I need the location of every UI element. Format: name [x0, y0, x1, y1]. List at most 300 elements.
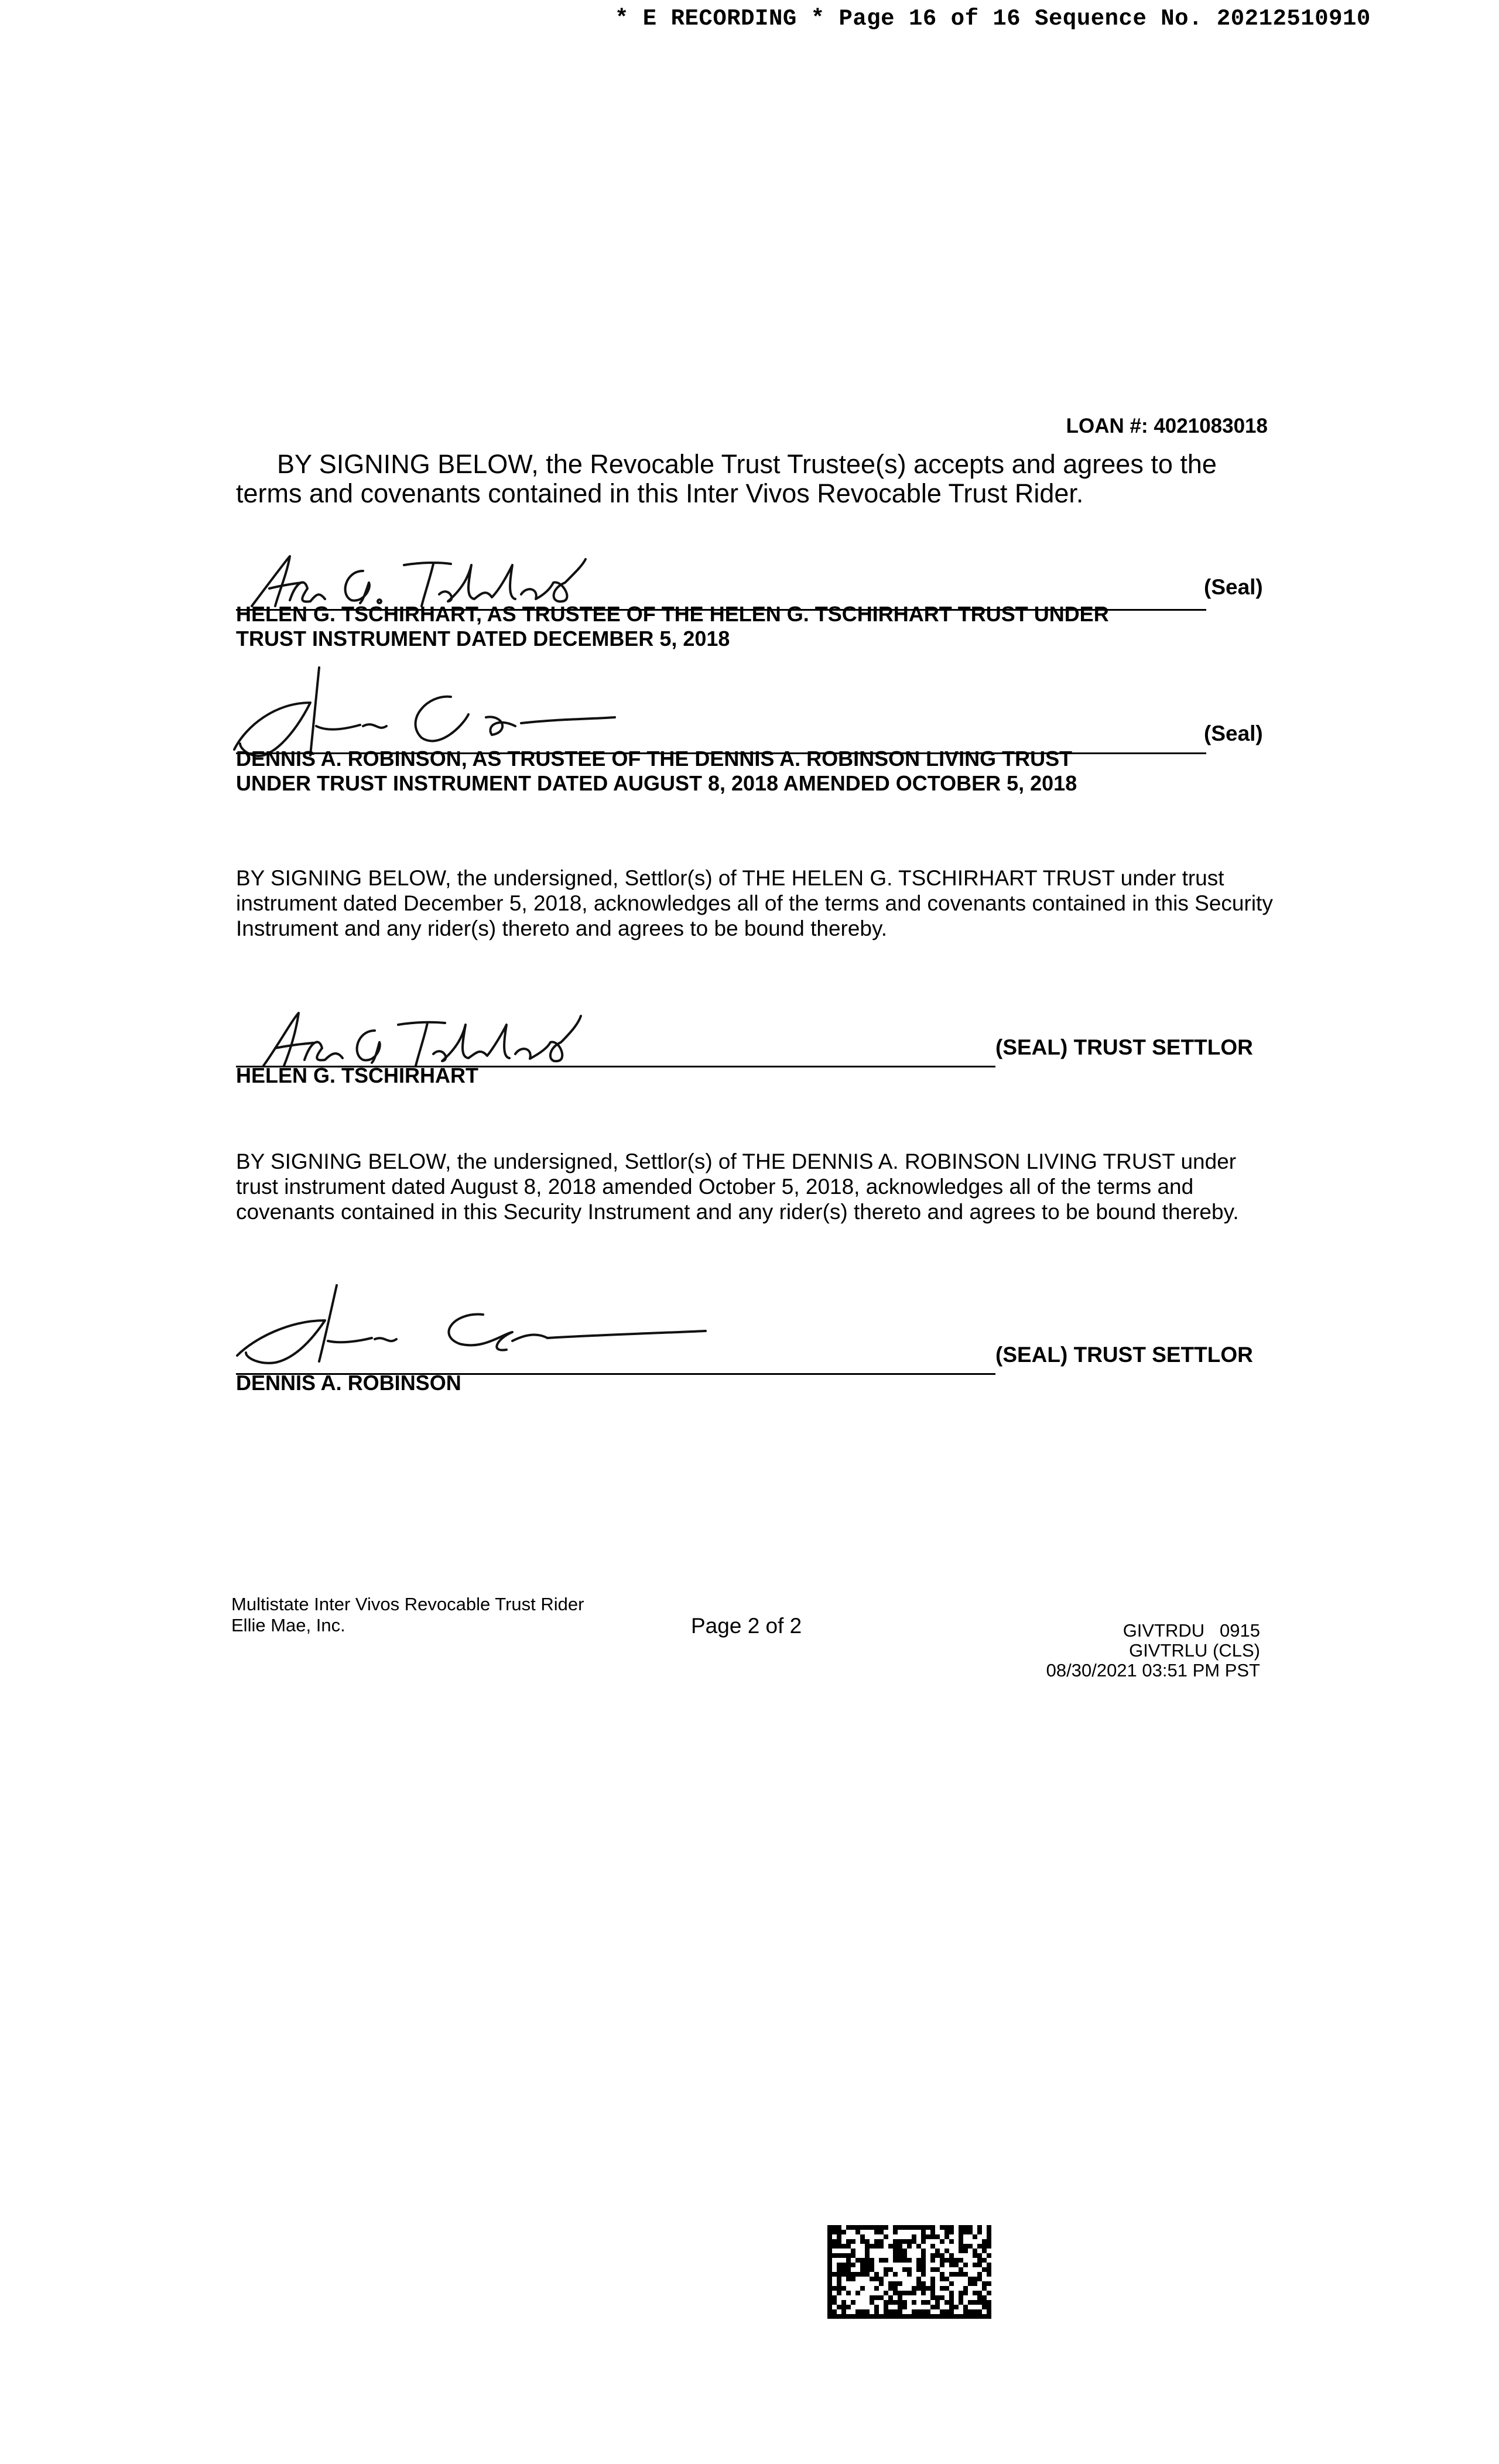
barcode-module: [893, 2309, 898, 2314]
barcode-module: [977, 2244, 982, 2249]
barcode-module: [827, 2263, 832, 2267]
barcode-module: [855, 2230, 860, 2234]
barcode-module: [874, 2286, 879, 2291]
barcode-module: [907, 2267, 912, 2272]
barcode-module: [907, 2272, 912, 2277]
barcode-module: [870, 2263, 874, 2267]
barcode-module: [846, 2314, 851, 2319]
barcode-module: [888, 2295, 893, 2300]
barcode-module: [860, 2267, 865, 2272]
barcode-module: [907, 2244, 912, 2249]
barcode-module: [944, 2309, 949, 2314]
barcode-module: [940, 2286, 944, 2291]
barcode-module: [846, 2244, 851, 2249]
barcode-module: [846, 2267, 851, 2272]
barcode-module: [977, 2291, 982, 2295]
barcode-module: [870, 2277, 874, 2281]
settlor-name-helen: HELEN G. TSCHIRHART: [236, 1063, 478, 1087]
barcode-module: [982, 2295, 987, 2300]
barcode-module: [841, 2305, 846, 2309]
barcode-module: [879, 2295, 884, 2300]
barcode-module: [837, 2234, 841, 2239]
barcode-image: [827, 2225, 991, 2319]
barcode-module: [949, 2281, 954, 2286]
barcode-module: [898, 2314, 902, 2319]
barcode-module: [968, 2300, 973, 2305]
barcode-module: [907, 2291, 912, 2295]
barcode-module: [874, 2244, 879, 2249]
barcode-module: [963, 2244, 968, 2249]
barcode-module: [944, 2230, 949, 2234]
barcode-module: [977, 2295, 982, 2300]
barcode-module: [851, 2314, 855, 2319]
barcode-module: [865, 2314, 870, 2319]
barcode-module: [898, 2305, 902, 2309]
barcode-module: [879, 2277, 884, 2281]
barcode-module: [973, 2300, 977, 2305]
barcode-module: [982, 2305, 987, 2309]
barcode-module: [987, 2281, 991, 2286]
barcode-module: [935, 2253, 940, 2258]
barcode-module: [959, 2258, 963, 2263]
barcode-module: [921, 2234, 926, 2239]
barcode-module: [898, 2309, 902, 2314]
barcode-module: [930, 2234, 935, 2239]
barcode-module: [907, 2239, 912, 2244]
barcode-module: [893, 2291, 898, 2295]
barcode-module: [916, 2286, 921, 2291]
barcode-module: [902, 2253, 907, 2258]
settlor-seal-label: (SEAL) TRUST SETTLOR: [995, 1343, 1253, 1367]
barcode-module: [977, 2314, 982, 2319]
barcode-module: [827, 2234, 832, 2239]
barcode-module: [930, 2277, 935, 2281]
trustee-name-line: HELEN G. TSCHIRHART, AS TRUSTEE OF THE HELEN G. TSCHIRHART TRUST UNDER: [236, 602, 1109, 626]
barcode-module: [827, 2253, 832, 2258]
barcode-module: [921, 2253, 926, 2258]
barcode-module: [930, 2244, 935, 2249]
barcode-module: [855, 2314, 860, 2319]
barcode-module: [973, 2314, 977, 2319]
barcode-module: [888, 2267, 893, 2272]
barcode-module: [935, 2234, 940, 2239]
barcode-module: [855, 2258, 860, 2263]
barcode-module: [968, 2309, 973, 2314]
barcode-module: [884, 2234, 888, 2239]
barcode-module: [898, 2249, 902, 2253]
barcode-module: [921, 2286, 926, 2291]
barcode-module: [884, 2258, 888, 2263]
barcode-module: [930, 2267, 935, 2272]
barcode-module: [832, 2239, 837, 2244]
barcode-module: [973, 2277, 977, 2281]
barcode-module: [921, 2309, 926, 2314]
barcode-module: [832, 2314, 837, 2319]
barcode-module: [827, 2295, 832, 2300]
barcode-module: [916, 2263, 921, 2267]
barcode-module: [865, 2309, 870, 2314]
barcode-module: [865, 2267, 870, 2272]
barcode-module: [987, 2309, 991, 2314]
footer-left: [231, 1594, 584, 1636]
barcode-module: [977, 2225, 982, 2230]
barcode-module: [884, 2225, 888, 2230]
barcode-module: [954, 2258, 959, 2263]
barcode-module: [916, 2281, 921, 2286]
barcode-module: [893, 2253, 898, 2258]
barcode-module: [893, 2300, 898, 2305]
barcode-module: [879, 2258, 884, 2263]
barcode-module: [841, 2314, 846, 2319]
barcode-module: [916, 2244, 921, 2249]
barcode-module: [865, 2244, 870, 2249]
barcode-module: [879, 2281, 884, 2286]
barcode-module: [898, 2239, 902, 2244]
barcode-module: [884, 2300, 888, 2305]
barcode-module: [940, 2258, 944, 2263]
barcode-module: [827, 2244, 832, 2249]
barcode-module: [982, 2239, 987, 2244]
barcode-module: [977, 2277, 982, 2281]
trustee-name-line: TRUST INSTRUMENT DATED DECEMBER 5, 2018: [236, 627, 730, 651]
barcode-module: [930, 2258, 935, 2263]
barcode-module: [893, 2249, 898, 2253]
barcode-module: [874, 2230, 879, 2234]
barcode-module: [888, 2309, 893, 2314]
barcode-module: [855, 2291, 860, 2295]
barcode-module: [921, 2239, 926, 2244]
barcode-module: [837, 2277, 841, 2281]
barcode-module: [832, 2230, 837, 2234]
barcode-module: [987, 2253, 991, 2258]
barcode-module: [944, 2249, 949, 2253]
barcode-module: [977, 2230, 982, 2234]
barcode-module: [968, 2281, 973, 2286]
barcode-module: [987, 2244, 991, 2249]
form-title: Multistate Inter Vivos Revocable Trust Rider: [231, 1594, 584, 1614]
barcode-module: [930, 2230, 935, 2234]
barcode-module: [846, 2258, 851, 2263]
barcode-module: [921, 2230, 926, 2234]
barcode-module: [973, 2291, 977, 2295]
barcode-module: [879, 2225, 884, 2230]
barcode-module: [921, 2314, 926, 2319]
barcode-module: [959, 2314, 963, 2319]
barcode-module: [865, 2258, 870, 2263]
barcode-module: [907, 2258, 912, 2263]
barcode-module: [832, 2309, 837, 2314]
barcode-module: [949, 2291, 954, 2295]
barcode-module: [940, 2277, 944, 2281]
barcode-module: [982, 2258, 987, 2263]
barcode-module: [930, 2314, 935, 2319]
barcode-module: [930, 2253, 935, 2258]
barcode-module: [846, 2277, 851, 2281]
barcode-module: [827, 2225, 832, 2230]
barcode-module: [902, 2249, 907, 2253]
settlor-signature-dennis: [231, 1279, 711, 1367]
barcode-module: [921, 2291, 926, 2295]
barcode-module: [902, 2258, 907, 2263]
trustee-intro-paragraph: [236, 450, 1278, 508]
barcode-module: [926, 2309, 930, 2314]
barcode-module: [865, 2272, 870, 2277]
barcode-module: [870, 2295, 874, 2300]
barcode-module: [987, 2234, 991, 2239]
barcode-module: [898, 2253, 902, 2258]
barcode-module: [944, 2234, 949, 2239]
barcode-module: [912, 2314, 916, 2319]
barcode-module: [841, 2272, 846, 2277]
barcode-module: [832, 2300, 837, 2305]
barcode-module: [827, 2258, 832, 2263]
barcode-module: [870, 2300, 874, 2305]
barcode-module: [837, 2267, 841, 2272]
barcode-module: [832, 2225, 837, 2230]
barcode-module: [935, 2314, 940, 2319]
barcode-module: [949, 2272, 954, 2277]
barcode-module: [935, 2249, 940, 2253]
barcode-module: [916, 2277, 921, 2281]
barcode-module: [987, 2267, 991, 2272]
barcode-module: [907, 2314, 912, 2319]
barcode-module: [832, 2244, 837, 2249]
barcode-module: [851, 2263, 855, 2267]
barcode-module: [963, 2225, 968, 2230]
barcode-module: [921, 2225, 926, 2230]
barcode-module: [884, 2267, 888, 2272]
barcode-module: [851, 2249, 855, 2253]
barcode-module: [987, 2291, 991, 2295]
barcode-module: [921, 2263, 926, 2267]
barcode-module: [827, 2281, 832, 2286]
barcode-module: [959, 2300, 963, 2305]
barcode-module: [987, 2230, 991, 2234]
barcode-module: [944, 2314, 949, 2319]
barcode-module: [860, 2309, 865, 2314]
barcode-module: [921, 2258, 926, 2263]
barcode-module: [902, 2314, 907, 2319]
barcode-module: [959, 2272, 963, 2277]
barcode-module: [940, 2225, 944, 2230]
barcode-module: [898, 2281, 902, 2286]
barcode-module: [926, 2286, 930, 2291]
barcode-module: [930, 2286, 935, 2291]
barcode-module: [949, 2305, 954, 2309]
barcode-module: [879, 2239, 884, 2244]
barcode-module: [982, 2267, 987, 2272]
barcode-module: [870, 2314, 874, 2319]
barcode-module: [973, 2281, 977, 2286]
barcode-module: [921, 2272, 926, 2277]
loan-number: LOAN #: 4021083018: [1066, 415, 1268, 437]
barcode-module: [912, 2225, 916, 2230]
barcode-module: [954, 2314, 959, 2319]
barcode-module: [940, 2239, 944, 2244]
barcode-module: [968, 2244, 973, 2249]
barcode-module: [926, 2314, 930, 2319]
barcode-module: [841, 2263, 846, 2267]
barcode-module: [855, 2225, 860, 2230]
barcode-module: [888, 2300, 893, 2305]
barcode-module: [930, 2291, 935, 2295]
barcode-module: [846, 2272, 851, 2277]
barcode-module: [851, 2239, 855, 2244]
barcode-module: [855, 2309, 860, 2314]
barcode-module: [841, 2267, 846, 2272]
barcode-module: [879, 2230, 884, 2234]
recording-header: * E RECORDING * Page 16 of 16 Sequence No. 20212510910: [615, 6, 1371, 32]
barcode-module: [944, 2300, 949, 2305]
barcode-module: [902, 2239, 907, 2244]
barcode-module: [949, 2314, 954, 2319]
barcode-module: [837, 2286, 841, 2291]
barcode-module: [982, 2286, 987, 2291]
barcode-module: [959, 2295, 963, 2300]
barcode-module: [940, 2314, 944, 2319]
barcode-module: [884, 2314, 888, 2319]
barcode-module: [841, 2230, 846, 2234]
barcode-module: [874, 2225, 879, 2230]
barcode-module: [832, 2253, 837, 2258]
trustee-name-dennis: [236, 747, 1231, 796]
barcode-module: [879, 2244, 884, 2249]
barcode-module: [949, 2258, 954, 2263]
barcode-module: [855, 2272, 860, 2277]
barcode-module: [916, 2225, 921, 2230]
barcode-module: [837, 2272, 841, 2277]
barcode-module: [959, 2225, 963, 2230]
barcode-module: [898, 2300, 902, 2305]
barcode-module: [884, 2291, 888, 2295]
barcode-module: [982, 2281, 987, 2286]
barcode-module: [837, 2281, 841, 2286]
barcode-module: [987, 2305, 991, 2309]
barcode-module: [827, 2230, 832, 2234]
trustee-name-helen: [236, 602, 1231, 651]
barcode-module: [902, 2291, 907, 2295]
barcode-module: [949, 2253, 954, 2258]
barcode-module: [860, 2286, 865, 2291]
barcode-module: [827, 2239, 832, 2244]
barcode-module: [977, 2253, 982, 2258]
barcode-module: [987, 2272, 991, 2277]
barcode-module: [959, 2230, 963, 2234]
barcode-module: [935, 2295, 940, 2300]
barcode-module: [973, 2253, 977, 2258]
settlor-paragraph-helen: BY SIGNING BELOW, the undersigned, Settlor(s) of THE HELEN G. TSCHIRHART TRUST under trust instrument dated December 5, 2018, acknowledges all of the terms and covenants contained in this Security Instrument and any rider(s) thereto and agrees to be bound thereby.: [236, 866, 1273, 940]
barcode-module: [898, 2258, 902, 2263]
form-code-secondary: GIVTRLU (CLS): [1129, 1640, 1260, 1661]
barcode-module: [977, 2309, 982, 2314]
barcode-module: [916, 2258, 921, 2263]
barcode-module: [860, 2258, 865, 2263]
barcode-module: [963, 2249, 968, 2253]
barcode-module: [837, 2230, 841, 2234]
barcode-module: [846, 2253, 851, 2258]
barcode-module: [851, 2272, 855, 2277]
barcode-module: [959, 2249, 963, 2253]
barcode-module: [912, 2239, 916, 2244]
barcode-module: [973, 2263, 977, 2267]
barcode-module: [940, 2263, 944, 2267]
barcode-module: [827, 2291, 832, 2295]
barcode-module: [874, 2277, 879, 2281]
barcode-module: [930, 2225, 935, 2230]
barcode-module: [846, 2263, 851, 2267]
barcode-module: [893, 2286, 898, 2291]
seal-label: (Seal): [1204, 721, 1263, 745]
barcode-module: [860, 2225, 865, 2230]
footer-right: [1046, 1621, 1260, 1681]
barcode-module: [930, 2295, 935, 2300]
barcode-module: [982, 2314, 987, 2319]
barcode-module: [860, 2314, 865, 2319]
barcode-module: [949, 2300, 954, 2305]
barcode-module: [977, 2263, 982, 2267]
barcode-module: [902, 2267, 907, 2272]
barcode-module: [940, 2253, 944, 2258]
barcode-module: [893, 2314, 898, 2319]
settlor-seal-label: (SEAL) TRUST SETTLOR: [995, 1035, 1253, 1059]
barcode-module: [907, 2225, 912, 2230]
barcode-module: [841, 2286, 846, 2291]
barcode-module: [841, 2244, 846, 2249]
barcode-module: [916, 2309, 921, 2314]
barcode-module: [926, 2300, 930, 2305]
settlor-name-dennis: DENNIS A. ROBINSON: [236, 1371, 461, 1395]
barcode-module: [921, 2300, 926, 2305]
barcode-module: [916, 2314, 921, 2319]
barcode-module: [944, 2277, 949, 2281]
barcode-module: [874, 2272, 879, 2277]
barcode-module: [987, 2314, 991, 2319]
barcode-module: [926, 2234, 930, 2239]
print-timestamp: 08/30/2021 03:51 PM PST: [1046, 1660, 1260, 1681]
barcode-module: [870, 2225, 874, 2230]
barcode-module: [968, 2314, 973, 2319]
barcode-module: [963, 2314, 968, 2319]
barcode-module: [827, 2305, 832, 2309]
barcode-module: [893, 2230, 898, 2234]
barcode-module: [827, 2309, 832, 2314]
barcode-module: [987, 2263, 991, 2267]
barcode-module: [884, 2272, 888, 2277]
barcode-module: [940, 2295, 944, 2300]
barcode-module: [968, 2277, 973, 2281]
barcode-module: [982, 2300, 987, 2305]
barcode-module: [949, 2309, 954, 2314]
barcode-module: [884, 2309, 888, 2314]
barcode-module: [837, 2263, 841, 2267]
barcode-module: [837, 2305, 841, 2309]
barcode-module: [963, 2309, 968, 2314]
barcode-module: [893, 2281, 898, 2286]
barcode-module: [874, 2309, 879, 2314]
barcode-module: [902, 2225, 907, 2230]
barcode-module: [963, 2230, 968, 2234]
barcode-module: [977, 2258, 982, 2263]
barcode-module: [846, 2291, 851, 2295]
settlor-signature-helen: [258, 1004, 586, 1072]
barcode-module: [921, 2249, 926, 2253]
barcode-module: [954, 2305, 959, 2309]
barcode-module: [827, 2314, 832, 2319]
barcode-module: [935, 2300, 940, 2305]
barcode-module: [954, 2263, 959, 2267]
barcode-module: [893, 2258, 898, 2263]
barcode-module: [851, 2225, 855, 2230]
